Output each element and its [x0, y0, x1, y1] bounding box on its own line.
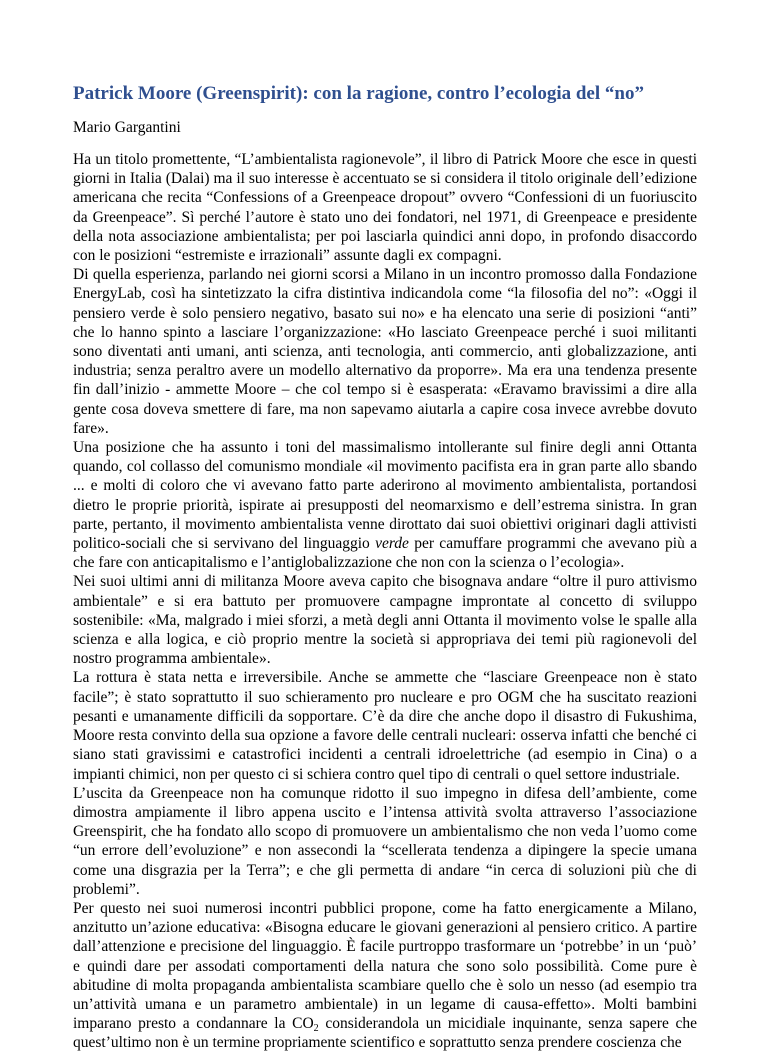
- paragraph: [73, 784, 697, 899]
- paragraph: [73, 438, 697, 572]
- article-author: Mario Gargantini: [73, 119, 181, 136]
- article-body: [73, 150, 697, 1053]
- paragraph: [73, 899, 697, 1053]
- subscript-2: 2: [313, 1023, 319, 1035]
- paragraph-text: Nei suoi ultimi anni di militanza Moore aveva capito che bisognava andare “oltre il puro attivismo ambientale” e si era battuto per promuovere campagne improntate al concetto di sviluppo sostenibile: «Ma, malgrado i miei sforzi, a metà degli anni Ottanta il movimento volse le spalle alla scienza e alla logica, e ciò proprio mentre la società si appropriava dei temi più ragionevoli del nostro programma ambientale».: [73, 573, 697, 668]
- paragraph-text: Di quella esperienza, parlando nei giorni scorsi a Milano in un incontro promosso dalla Fondazione EnergyLab, così ha sintetizzato la cifra distintiva indicandola come “la filosofia del no”: «Oggi il pensiero verde è solo pensiero negativo, basato sui no» e ha elencato una serie di posizioni “anti” che lo hanno spinto a lasciare l’organizzazione: «Ho lasciato Greenpeace perché i suoi militanti sono diventati anti umani, anti scienza, anti tecnologia, anti commercio, anti globalizzazione, anti industria; senza peraltro avere un modello alternativo da proporre». Ma era una tendenza presente fin dall’inizio - ammette Moore – che col tempo si è esasperata: «Eravamo bravissimi a dire alla gente cosa doveva smettere di fare, ma non sapevamo aiutarla a capire cosa invece avrebbe dovuto fare».: [73, 266, 697, 437]
- paragraph-text: Per questo nei suoi numerosi incontri pubblici propone, come ha fatto energicamente a Milano, anzitutto un’azione educativa: «Bisogna educare le giovani generazioni al pensiero critico. A partire dall’attenzione e precisione del linguaggio. È facile purtroppo trasformare un ‘potrebbe’ in un ‘può’ e quindi dare per assodati comportamenti della natura che sono solo possibilità. Come pure è abitudine di molta propaganda ambientalista scambiare quello che è solo un nesso (ad esempio tra un’attività umana e un parametro ambientale) in un legame di causa-effetto». Molti bambini imparano presto a condannare la CO: [73, 899, 697, 1033]
- paragraph: [73, 265, 697, 438]
- paragraph-text-continued: per camuffare programmi che avevano più a che fare con anticapitalismo e l’antiglobalizzazione che non con la scienza o l’ecologia».: [73, 535, 698, 572]
- paragraph: [73, 572, 697, 668]
- paragraph: [73, 150, 697, 265]
- paragraph-text: Ha un titolo promettente, “L’ambientalista ragionevole”, il libro di Patrick Moore che esce in questi giorni in Italia (Dalai) ma il suo interesse è accentuato se si considera il titolo originale dell’edizione americana che recita “Confessions of a Greenpeace dropout” ovvero “Confessioni di un fuoriuscito da Greenpeace”. Sì perché l’autore è stato uno dei fondatori, nel 1971, di Greenpeace e presidente della nota associazione ambientalista; per poi lasciarla quindici anni dopo, in profondo disaccordo con le posizioni “estremiste e irrazionali” assunte dagli ex compagni.: [73, 151, 697, 265]
- paragraph-text: L’uscita da Greenpeace non ha comunque ridotto il suo impegno in difesa dell’ambiente, come dimostra ampiamente il libro appena uscito e l’intensa attività svolta attraverso l’associazione Greenspirit, che ha fondato allo scopo di promuovere un ambientalismo che non veda l’uomo come “un errore dell’evoluzione” e non assecondi la “scellerata tendenza a dipingere la specie umana come una disgrazia per la Terra”; e che gli permetta di andare “in cerca di soluzioni più che di problemi”.: [73, 784, 697, 898]
- paragraph-text-continued: considerandola un micidiale inquinante, senza sapere che quest’ultimo non è un termine propriamente scientifico e soprattutto senza prendere coscienza che: [73, 1015, 697, 1052]
- italic-word: verde: [375, 535, 409, 553]
- paragraph-text: Una posizione che ha assunto i toni del massimalismo intollerante sul finire degli anni Ottanta quando, col collasso del comunismo mondiale «il movimento pacifista era in gran parte allo sbando ... e molti di coloro che vi avevano fatto parte aderirono al movimento ambientalista, portandosi dietro le proprie priorità, ispirate ai presupposti del neomarxismo e dell’estrema sinistra. In gran parte, pertanto, il movimento ambientalista venne dirottato dai suoi obiettivi originari dagli attivisti politico-sociali che si servivano del linguaggio: [73, 439, 697, 553]
- paragraph-text: La rottura è stata netta e irreversibile. Anche se ammette che “lasciare Greenpeace non è stato facile”; è stato soprattutto il suo schieramento pro nucleare e pro OGM che ha suscitato reazioni pesanti e umanamente difficili da sopportare. C’è da dire che anche dopo il disastro di Fukushima, Moore resta convinto della sua opzione a favore delle centrali nucleari: osserva infatti che benché ci siano stati gravissimi e catastrofici incidenti a centrali idroelettriche (ad esempio in Cina) o a impianti chimici, non per questo ci si schiera contro quel tipo di centrali o quel settore industriale.: [73, 669, 697, 783]
- article-title: Patrick Moore (Greenspirit): con la ragione, contro l’ecologia del “no”: [73, 83, 644, 104]
- paragraph: [73, 668, 697, 783]
